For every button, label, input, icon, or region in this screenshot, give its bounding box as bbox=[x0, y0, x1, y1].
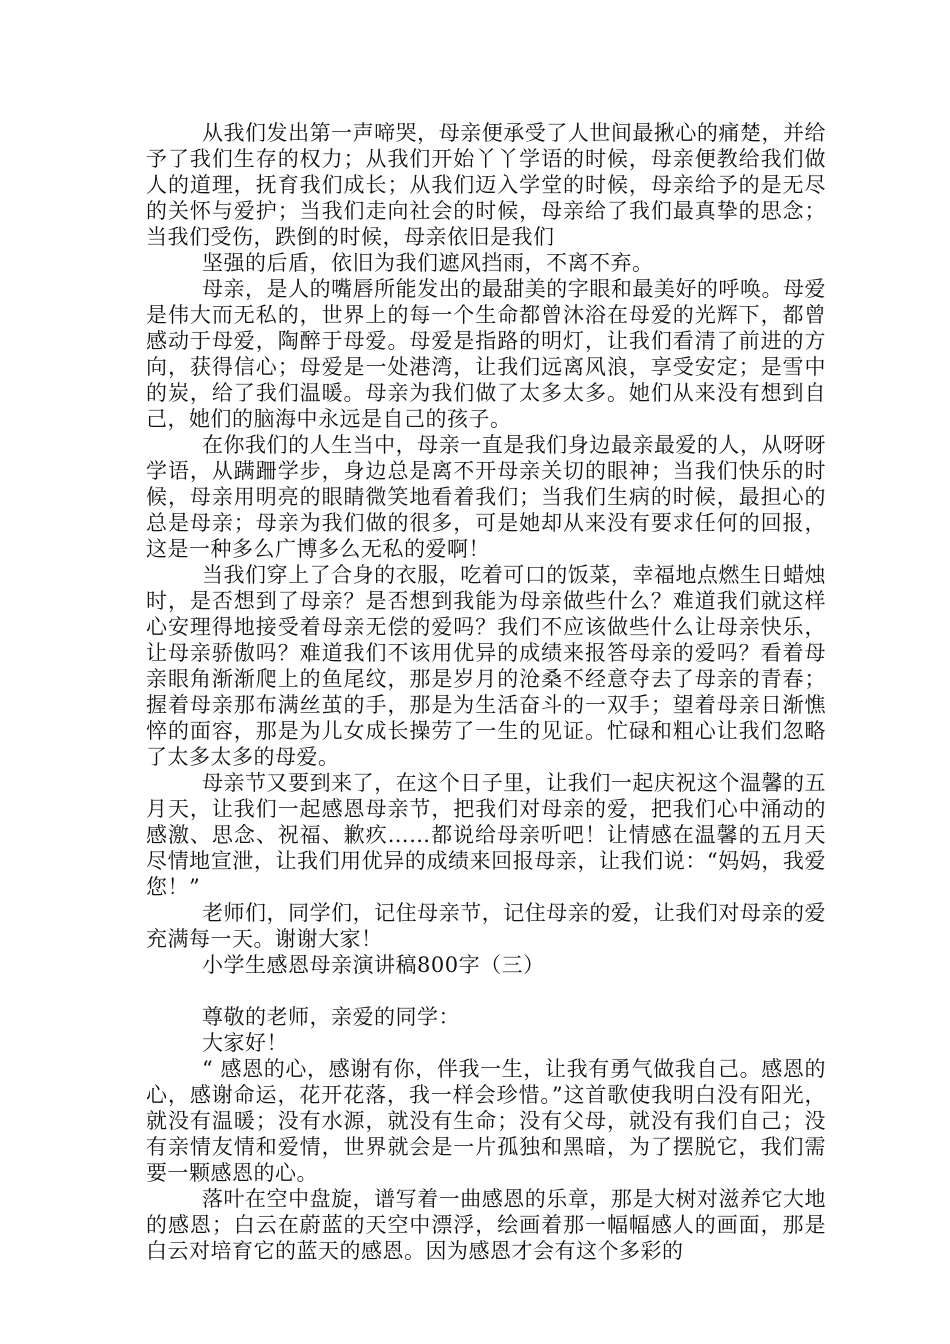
paragraph: “ 感恩的心，感谢有你，伴我一生，让我有勇气做我自己。感恩的心，感谢命运，花开花落，我一样会珍惜。”这首歌使我明白没有阳光，就没有温暖；没有水源，就没有生命；没有父母，就没有我们自己；没有亲情友情和爱情，世界就会是一片孤独和黑暗，为了摆脱它，我们需要一颗感恩的心。 bbox=[146, 1057, 826, 1185]
paragraph: 坚强的后盾，依旧为我们遮风挡雨，不离不弃。 bbox=[202, 251, 654, 275]
paragraph: 母亲节又要到来了，在这个日子里，让我们一起庆祝这个温馨的五月天，让我们一起感恩母亲节，把我们对母亲的爱，把我们心中涌动的感激、思念、祝福、歉疚……都说给母亲听吧！让情感在温馨的五月天尽情地宣泄，让我们用优异的成绩来回报母亲，让我们说：“妈妈，我爱您！” bbox=[146, 771, 826, 899]
paragraph: 从我们发出第一声啼哭，母亲便承受了人世间最揪心的痛楚，并给予了我们生存的权力；从我们开始丫丫学语的时候，母亲便教给我们做人的道理，抚育我们成长；从我们迈入学堂的时候，母亲给予的是无尽的关怀与爱护；当我们走向社会的时候，母亲给了我们最真挚的思念；当我们受伤，跌倒的时候，母亲依旧是我们 bbox=[146, 121, 826, 249]
salutation: 尊敬的老师，亲爱的同学： bbox=[202, 1005, 460, 1029]
paragraph: 老师们，同学们，记住母亲节，记住母亲的爱，让我们对母亲的爱充满每一天。谢谢大家！ bbox=[146, 901, 826, 951]
paragraph: 在你我们的人生当中，母亲一直是我们身边最亲最爱的人，从呀呀学语，从蹒跚学步，身边总是离不开母亲关切的眼神；当我们快乐的时候，母亲用明亮的眼睛微笑地看着我们；当我们生病的时候，最担心的总是母亲；母亲为我们做的很多，可是她却从来没有要求任何的回报，这是一种多么广博多么无私的爱啊！ bbox=[146, 433, 826, 561]
greeting: 大家好！ bbox=[202, 1031, 288, 1055]
paragraph: 母亲，是人的嘴唇所能发出的最甜美的字眼和最美好的呼唤。母爱是伟大而无私的，世界上的每一个生命都曾沐浴在母爱的光辉下，都曾感动于母爱，陶醉于母爱。母爱是指路的明灯，让我们看清了前进的方向，获得信心；母爱是一处港湾，让我们远离风浪，享受安定；是雪中的炭，给了我们温暖。母亲为我们做了太多太多。她们从来没有想到自己，她们的脑海中永远是自己的孩子。 bbox=[146, 277, 826, 431]
paragraph: 当我们穿上了合身的衣服，吃着可口的饭菜，幸福地点燃生日蜡烛时，是否想到了母亲？是否想到我能为母亲做些什么？难道我们就这样心安理得地接受着母亲无偿的爱吗？我们不应该做些什么让母亲快乐，让母亲骄傲吗？难道我们不该用优异的成绩来报答母亲的爱吗？看着母亲眼角渐渐爬上的鱼尾纹，那是岁月的沧桑不经意夺去了母亲的青春；握着母亲那布满丝茧的手，那是为生活奋斗的一双手；望着母亲日渐憔悴的面容，那是为儿女成长操劳了一生的见证。忙碌和粗心让我们忽略了太多太多的母爱。 bbox=[146, 563, 826, 769]
blank-line bbox=[146, 978, 826, 1004]
paragraph: 落叶在空中盘旋，谱写着一曲感恩的乐章，那是大树对滋养它大地的感恩；白云在蔚蓝的天空中漂浮，绘画着那一幅幅感人的画面，那是白云对培育它的蓝天的感恩。因为感恩才会有这个多彩的 bbox=[146, 1187, 826, 1263]
document-page bbox=[146, 120, 826, 1264]
section-title: 小学生感恩母亲演讲稿800字（三） bbox=[202, 953, 545, 977]
